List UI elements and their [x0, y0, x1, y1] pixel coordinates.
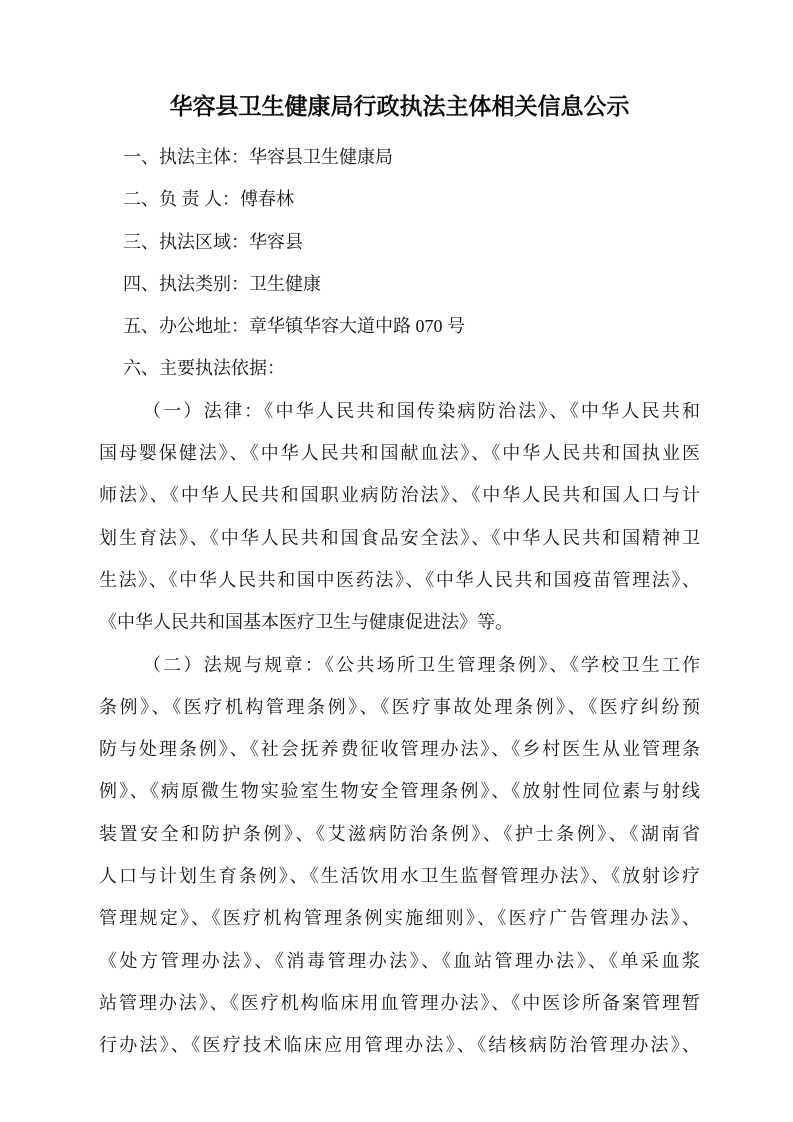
info-item-region: 三、执法区域：华容县 [123, 231, 303, 252]
laws-line: 师法》、《中华人民共和国职业病防治法》、《中华人民共和国人口与计 [99, 485, 700, 506]
info-item-basis: 六、主要执法依据： [123, 358, 285, 379]
laws-line: 生法》、《中华人民共和国中医药法》、《中华人民共和国疫苗管理法》、 [99, 569, 700, 590]
regulations-line: 防与处理条例》、《社会抚养费征收管理办法》、《乡村医生从业管理条 [99, 739, 700, 760]
laws-line: 《中华人民共和国基本医疗卫生与健康促进法》等。 [99, 612, 513, 633]
regulations-line: 站管理办法》、《医疗机构临床用血管理办法》、《中医诊所备案管理暂 [99, 992, 700, 1013]
laws-line: 国母婴保健法》、《中华人民共和国献血法》、《中华人民共和国执业医 [99, 443, 700, 464]
info-item-address: 五、办公地址：章华镇华容大道中路 070 号 [123, 316, 465, 337]
page-title: 华容县卫生健康局行政执法主体相关信息公示 [169, 93, 630, 119]
laws-line: 划生育法》、《中华人民共和国食品安全法》、《中华人民共和国精神卫 [99, 527, 700, 548]
laws-paragraph [99, 390, 700, 644]
regulations-line: 《处方管理办法》、《消毒管理办法》、《血站管理办法》、《单采血浆 [99, 950, 700, 971]
regulations-line: 人口与计划生育条例》、《生活饮用水卫生监督管理办法》、《放射诊疗 [99, 866, 700, 887]
info-item-category: 四、执法类别：卫生健康 [123, 273, 321, 294]
info-items [99, 136, 700, 390]
regulations-line: 行办法》、《医疗技术临床应用管理办法》、《结核病防治管理办法》、 [99, 1035, 700, 1056]
info-item-subject: 一、执法主体：华容县卫生健康局 [123, 147, 393, 167]
regulations-line: 装置安全和防护条例》、《艾滋病防治条例》、《护士条例》、《湖南省 [99, 823, 700, 844]
regulations-line: 例》、《病原微生物实验室生物安全管理条例》、《放射性同位素与射线 [99, 781, 700, 802]
regulations-line: （二）法规与规章：《公共场所卫生管理条例》、《学校卫生工作 [143, 654, 700, 675]
regulations-paragraph [99, 644, 700, 1067]
info-item-person: 二、负 责 人：傅春林 [123, 189, 294, 210]
regulations-line: 管理规定》、《医疗机构管理条例实施细则》、《医疗广告管理办法》、 [99, 908, 700, 929]
laws-line: （一）法律：《中华人民共和国传染病防治法》、《中华人民共和 [143, 400, 700, 421]
regulations-line: 条例》、《医疗机构管理条例》、《医疗事故处理条例》、《医疗纠纷预 [99, 696, 700, 717]
